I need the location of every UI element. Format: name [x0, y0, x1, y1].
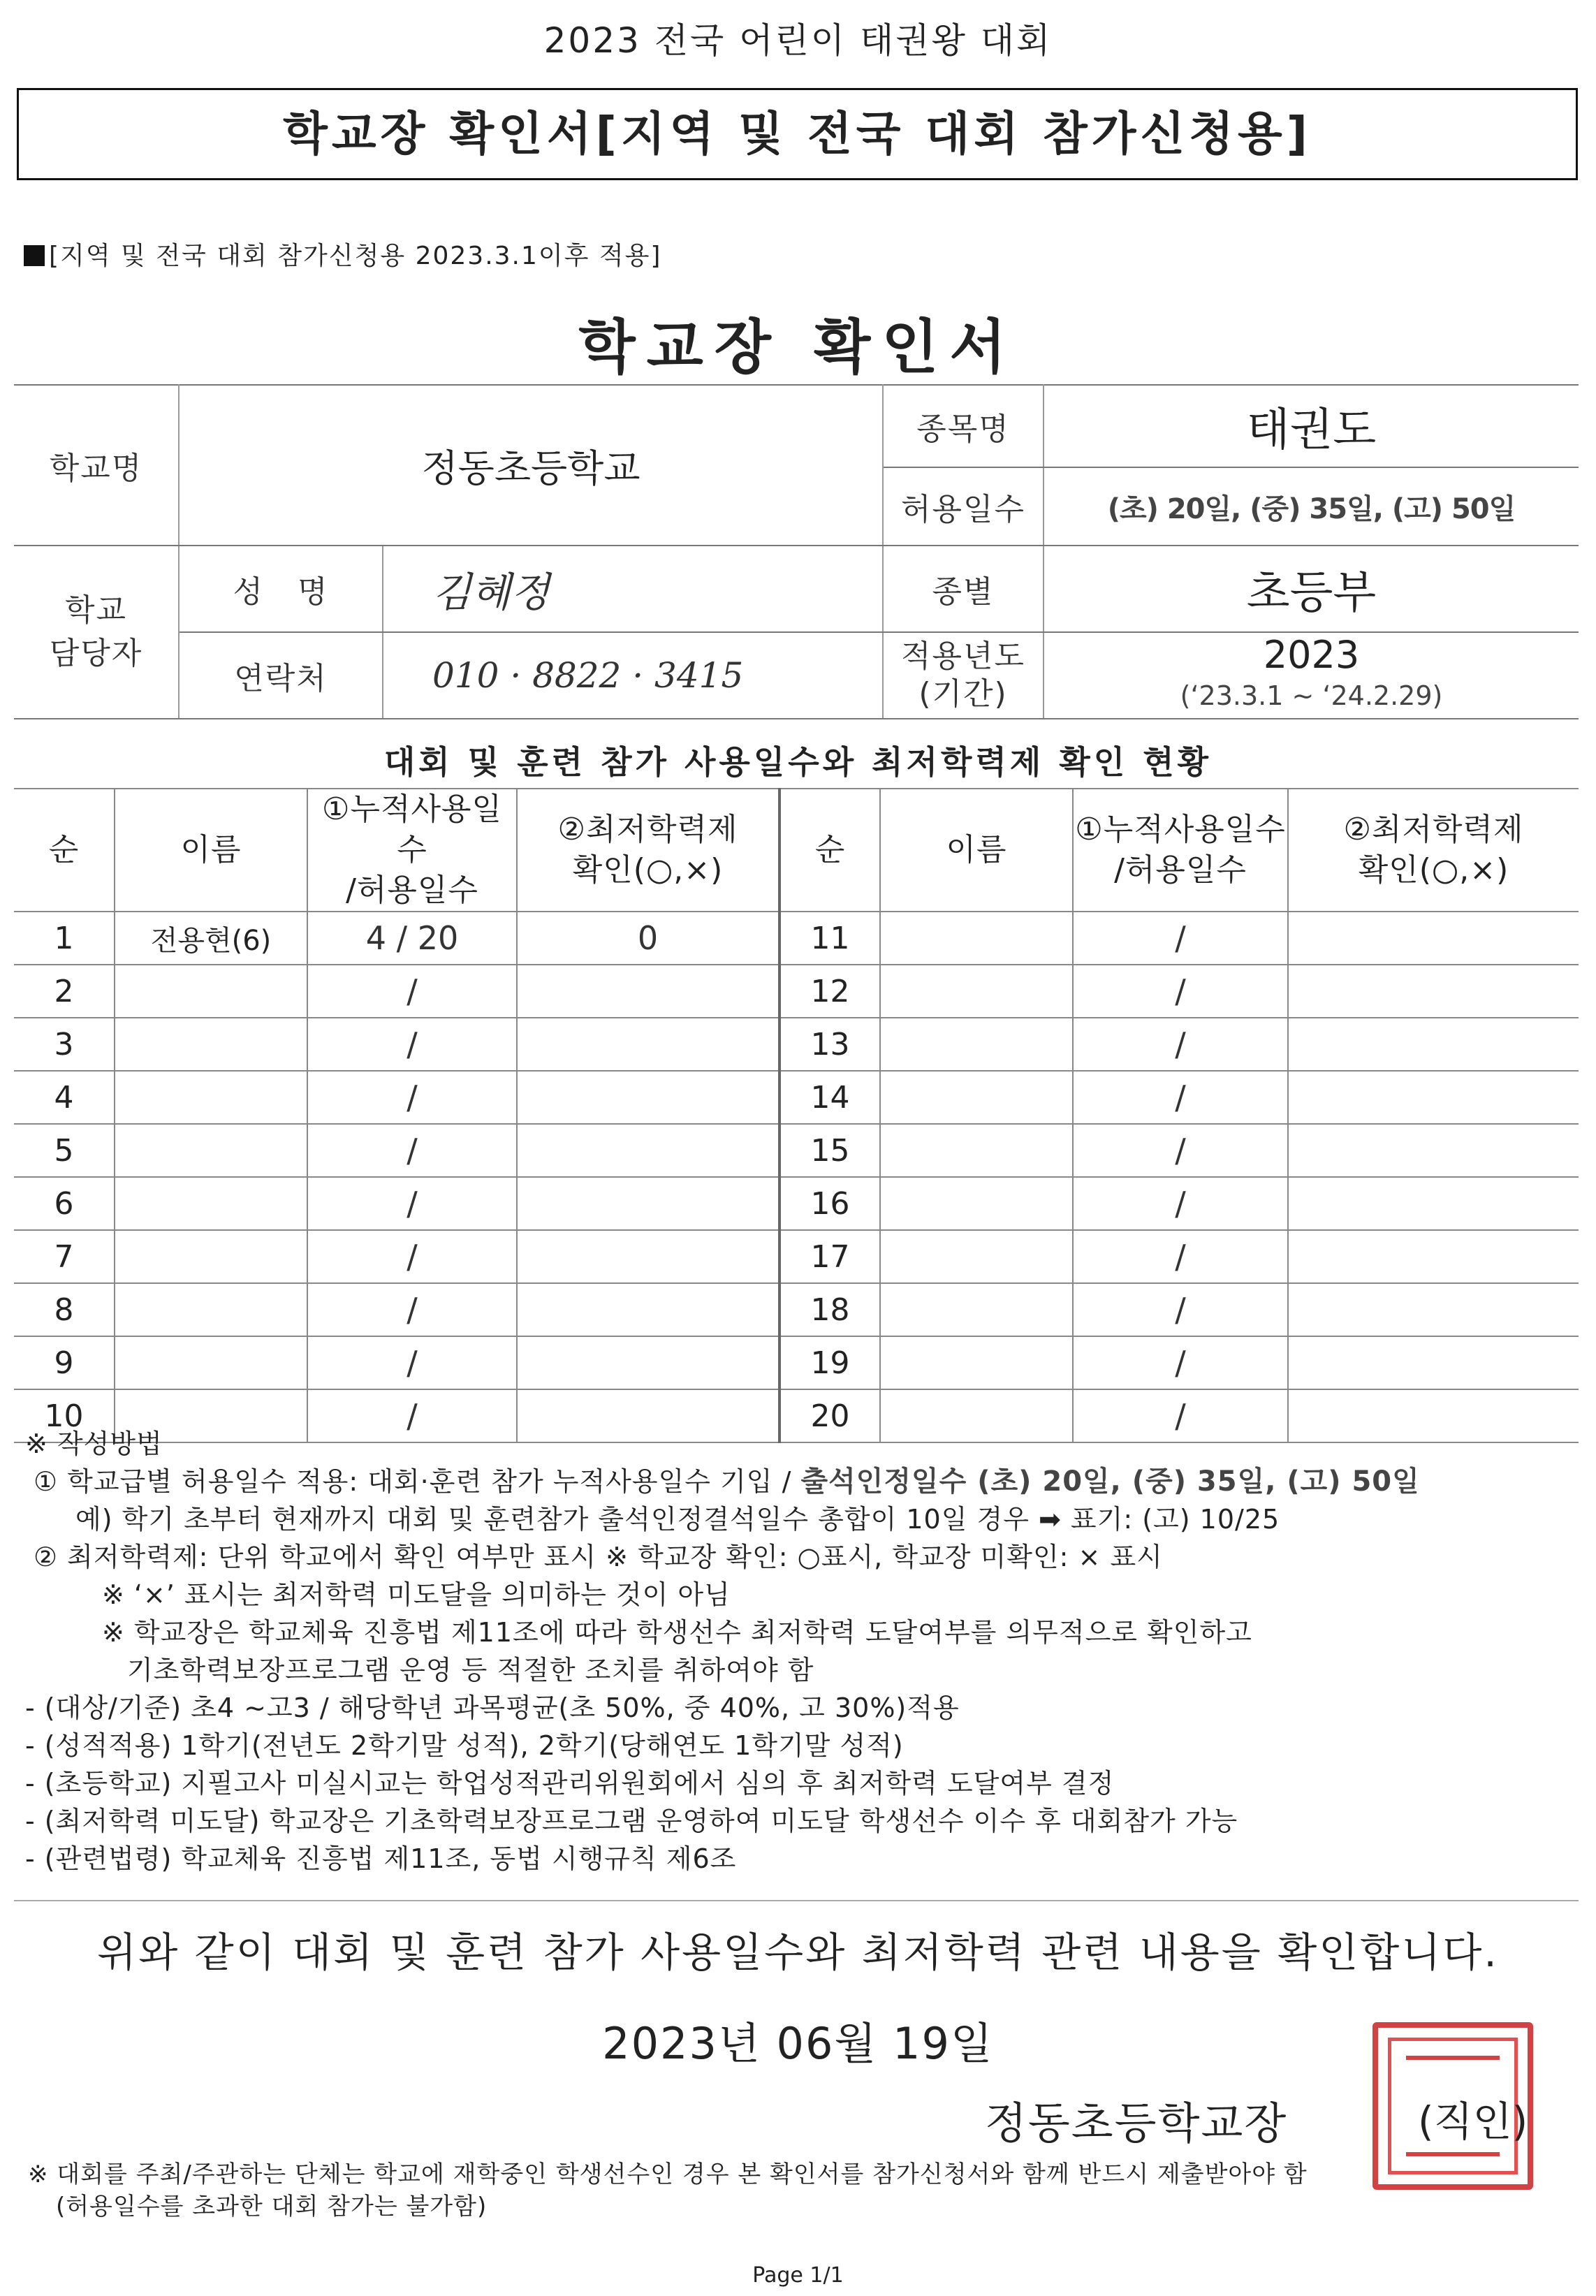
instruction-line: ② 최저학력제: 단위 학교에서 확인 여부만 표시 ※ 학교장 확인: ○표시, 학교장 미확인: × 표시	[34, 1542, 1163, 1572]
status-title: 대회 및 훈련 참가 사용일수와 최저학력제 확인 현황	[383, 743, 1213, 781]
col-days-2	[1073, 789, 1288, 912]
row-days: /	[1073, 1018, 1288, 1071]
col-no: 순	[14, 789, 115, 912]
table-row	[14, 1018, 1579, 1071]
row-days: /	[1073, 965, 1288, 1018]
table-row	[14, 1124, 1579, 1177]
table-body	[14, 912, 1579, 1442]
row-number: 15	[779, 1124, 880, 1177]
row-number: 3	[14, 1018, 115, 1071]
instructions	[25, 1425, 1583, 1878]
col-days	[307, 789, 517, 912]
staff-label-line1: 학교	[64, 592, 127, 628]
row-name	[880, 1177, 1073, 1230]
table-row	[14, 1283, 1579, 1336]
table-row	[14, 1071, 1579, 1124]
table-header-row	[14, 789, 1579, 912]
row-days: /	[1073, 1336, 1288, 1389]
col-days-2-line2: /허용일수	[1114, 852, 1247, 888]
row-number: 7	[14, 1230, 115, 1283]
name-label: 성 명	[179, 546, 383, 632]
row-check	[517, 1336, 779, 1389]
participation-table	[14, 788, 1579, 1443]
row-check	[517, 1018, 779, 1071]
footnote-line2: (허용일수를 초과한 대회 참가는 불가함)	[56, 2193, 488, 2221]
row-number: 13	[779, 1018, 880, 1071]
row-days: /	[1073, 912, 1288, 965]
row-number: 14	[779, 1071, 880, 1124]
row-number: 12	[779, 965, 880, 1018]
row-name	[880, 965, 1073, 1018]
row-check	[1288, 1124, 1579, 1177]
row-number: 11	[779, 912, 880, 965]
row-name	[880, 1283, 1073, 1336]
table-row	[14, 1177, 1579, 1230]
instruction-highlight: 출석인정일수 (초) 20일, (중) 35일, (고) 50일	[800, 1465, 1420, 1498]
row-days: /	[1073, 1283, 1288, 1336]
school-label: 학교명	[14, 385, 179, 546]
row-number: 6	[14, 1177, 115, 1230]
document-title: 학교장 확인서	[578, 313, 1018, 381]
instruction-line	[25, 1500, 1583, 1538]
row-name	[115, 1071, 307, 1124]
row-number: 5	[14, 1124, 115, 1177]
row-check	[517, 1071, 779, 1124]
square-bullet-icon	[24, 245, 45, 266]
row-name	[115, 1336, 307, 1389]
col-check-line1: ②최저학력제	[557, 812, 738, 847]
table-row	[14, 1336, 1579, 1389]
row-name	[880, 1071, 1073, 1124]
row-name	[880, 1230, 1073, 1283]
row-check	[517, 1283, 779, 1336]
row-days: /	[1073, 1389, 1288, 1442]
principal-name: 정동초등학교장	[985, 2098, 1288, 2149]
instruction-line: - (성적적용) 1학기(전년도 2학기말 성적), 2학기(당해연도 1학기말 성적)	[25, 1730, 904, 1761]
row-check: 0	[517, 912, 779, 965]
banner-title: 학교장 확인서[지역 및 전국 대회 참가신청용]	[283, 107, 1312, 161]
form-note	[24, 236, 661, 272]
year-cell	[1044, 632, 1579, 719]
footnote-line1: ※ 대회를 주최/주관하는 단체는 학교에 재학중인 학생선수인 경우 본 확인서를 참가신청서와 함께 반드시 제출받아야 함	[28, 2160, 1308, 2188]
row-days: /	[307, 1336, 517, 1389]
row-name	[880, 1124, 1073, 1177]
row-days: /	[307, 1283, 517, 1336]
row-check	[1288, 1071, 1579, 1124]
allowed-days-value: (초) 20일, (중) 35일, (고) 50일	[1044, 467, 1579, 546]
row-number: 16	[779, 1177, 880, 1230]
instruction-text: 예) 학기 초부터 현재까지 대회 및 훈련참가 출석인정결석일수 총합이 10일 경우 ➡ 표기:	[75, 1504, 1143, 1535]
info-table	[14, 384, 1579, 719]
year-label-line1: 적용년도	[900, 638, 1025, 674]
col-check-2-line1: ②최저학력제	[1343, 812, 1524, 847]
issue-date: 2023년 06월 19일	[602, 2018, 994, 2069]
instruction-line: - (관련법령) 학교체육 진흥법 제11조, 동법 시행규칙 제6조	[25, 1843, 737, 1874]
row-number: 19	[779, 1336, 880, 1389]
col-check-2	[1288, 789, 1579, 912]
year-label-line2: (기간)	[918, 676, 1008, 712]
col-check	[517, 789, 779, 912]
confirmation-statement: 위와 같이 대회 및 훈련 참가 사용일수와 최저학력 관련 내용을 확인합니다.	[97, 1929, 1499, 1976]
sport-label: 종목명	[883, 385, 1044, 467]
row-check	[1288, 1177, 1579, 1230]
instruction-line: 기초학력보장프로그램 운영 등 적절한 조치를 취하여야 함	[127, 1655, 814, 1686]
instruction-line: ※ ‘×’ 표시는 최저학력 미도달을 의미하는 것이 아님	[102, 1579, 731, 1610]
page-number: Page 1/1	[752, 2263, 844, 2288]
division-value: 초등부	[1044, 546, 1579, 632]
row-check	[1288, 965, 1579, 1018]
row-days: /	[307, 1018, 517, 1071]
footnote	[28, 2158, 1579, 2223]
instruction-line: ※ 학교장은 학교체육 진흥법 제11조에 따라 학생선수 최저학력 도달여부를 의무적으로 확인하고	[102, 1617, 1252, 1648]
row-name	[115, 1018, 307, 1071]
row-name	[880, 912, 1073, 965]
col-days-line2: /허용일수	[346, 872, 478, 908]
staff-label-line2: 담당자	[49, 636, 143, 671]
staff-contact: 010 · 8822 · 3415	[383, 632, 883, 719]
row-number: 10	[14, 1389, 115, 1442]
year-value: 2023	[1263, 633, 1360, 677]
table-row	[14, 912, 1579, 965]
row-number: 8	[14, 1283, 115, 1336]
row-days: 4 / 20	[307, 912, 517, 965]
instructions-heading: ※ 작성방법	[25, 1428, 163, 1459]
instruction-line: - (최저학력 미도달) 학교장은 기초학력보장프로그램 운영하여 미도달 학생선수 이수 후 대회참가 가능	[25, 1806, 1238, 1836]
row-name	[115, 1124, 307, 1177]
row-name	[115, 1230, 307, 1283]
staff-label	[14, 546, 179, 719]
row-days: /	[307, 1230, 517, 1283]
row-days: /	[307, 1071, 517, 1124]
col-check-line2: 확인(○,×)	[572, 852, 724, 888]
year-period: (‘23.3.1 ~ ‘24.2.29)	[1180, 680, 1443, 711]
row-check	[1288, 1230, 1579, 1283]
col-days-2-line1: ①누적사용일수	[1075, 812, 1286, 847]
row-name	[880, 1336, 1073, 1389]
col-check-2-line2: 확인(○,×)	[1358, 852, 1509, 888]
year-label	[883, 632, 1044, 719]
contact-label: 연락처	[179, 632, 383, 719]
row-number: 18	[779, 1283, 880, 1336]
form-note-text: [지역 및 전국 대회 참가신청용 2023.3.1이후 적용]	[49, 242, 662, 270]
col-name-2: 이름	[880, 789, 1073, 912]
row-name	[115, 965, 307, 1018]
seal-label: (직인)	[1418, 2098, 1528, 2145]
row-check	[517, 1124, 779, 1177]
row-days: /	[1073, 1071, 1288, 1124]
row-check	[1288, 1018, 1579, 1071]
row-number: 1	[14, 912, 115, 965]
instruction-line: - (대상/기준) 초4 ~고3 / 해당학년 과목평균(초 50%, 중 40%, 고 30%)적용	[25, 1692, 960, 1723]
row-number: 20	[779, 1389, 880, 1442]
row-name	[880, 1018, 1073, 1071]
row-number: 2	[14, 965, 115, 1018]
sport-value: 태권도	[1044, 385, 1579, 467]
allowed-days-label: 허용일수	[883, 467, 1044, 546]
row-name	[115, 1283, 307, 1336]
row-check	[517, 965, 779, 1018]
row-number: 4	[14, 1071, 115, 1124]
row-check	[517, 1177, 779, 1230]
row-days: /	[1073, 1230, 1288, 1283]
division-label: 종별	[883, 546, 1044, 632]
col-no-2: 순	[779, 789, 880, 912]
row-name	[115, 1177, 307, 1230]
col-name: 이름	[115, 789, 307, 912]
school-name: 정동초등학교	[179, 385, 883, 546]
row-days: /	[307, 1124, 517, 1177]
form-banner	[17, 88, 1578, 180]
row-days: /	[1073, 1177, 1288, 1230]
instruction-line: - (초등학교) 지필고사 미실시교는 학업성적관리위원회에서 심의 후 최저학력 도달여부 결정	[25, 1768, 1115, 1799]
instruction-example: (고) 10/25	[1142, 1504, 1280, 1535]
staff-name: 김혜정	[383, 546, 883, 632]
row-check	[1288, 1336, 1579, 1389]
row-check	[517, 1230, 779, 1283]
instruction-text: ① 학교급별 허용일수 적용: 대회·훈련 참가 누적사용일수 기입 /	[34, 1466, 801, 1497]
row-number: 17	[779, 1230, 880, 1283]
event-title: 2023 전국 어린이 태권왕 대회	[543, 20, 1053, 61]
table-row	[14, 1230, 1579, 1283]
instruction-line	[25, 1463, 1583, 1500]
row-check	[1288, 912, 1579, 965]
row-days: /	[307, 965, 517, 1018]
divider	[14, 1900, 1579, 1901]
row-number: 9	[14, 1336, 115, 1389]
table-row	[14, 965, 1579, 1018]
row-days: /	[307, 1389, 517, 1442]
row-check	[1288, 1283, 1579, 1336]
col-days-line1: ①누적사용일수	[322, 791, 502, 868]
row-days: /	[1073, 1124, 1288, 1177]
row-name: 전용현(6)	[115, 912, 307, 965]
row-days: /	[307, 1177, 517, 1230]
